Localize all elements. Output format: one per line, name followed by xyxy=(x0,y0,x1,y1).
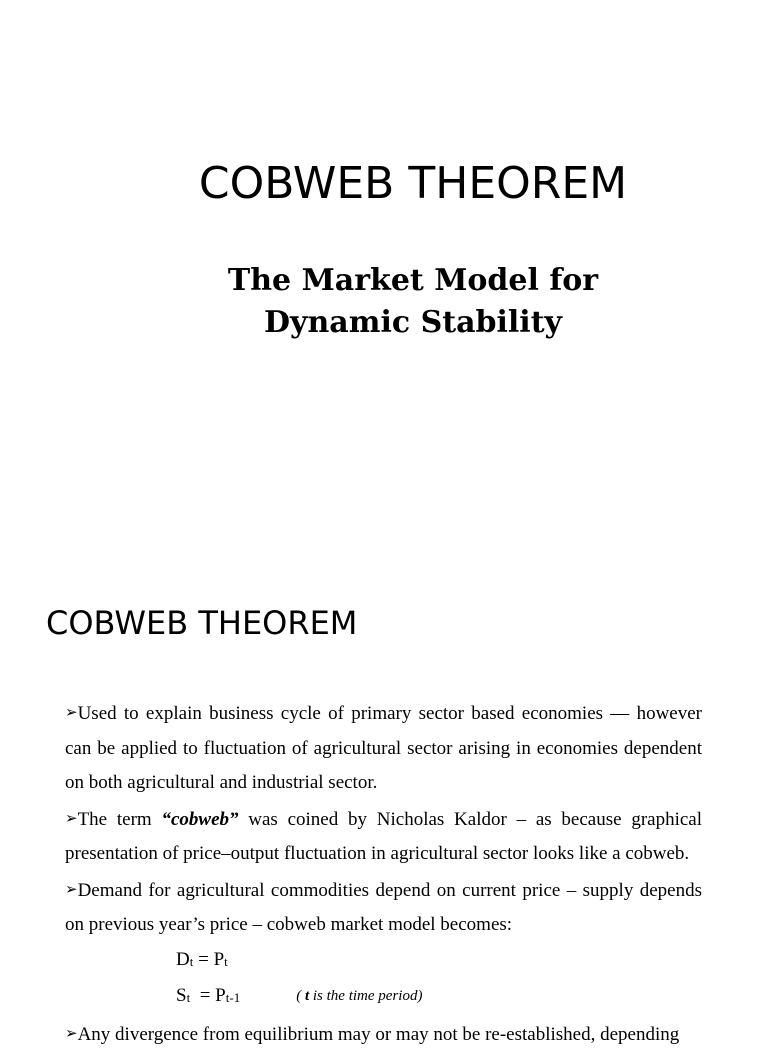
bullet-item-demand-supply xyxy=(65,872,702,943)
supply-equation: St = Pt-1 ( t is the time period) xyxy=(65,979,702,1016)
arrow-bullet-icon: ➢ xyxy=(65,880,78,898)
slide-subtitle: The Market Model for Dynamic Stability xyxy=(150,260,676,344)
slide-body xyxy=(65,695,702,1052)
bullet-item-divergence xyxy=(65,1016,702,1052)
content-slide-title: COBWEB THEOREM xyxy=(46,603,357,643)
arrow-bullet-icon: ➢ xyxy=(65,809,78,827)
cobweb-emphasis: “cobweb” xyxy=(161,809,238,830)
bullet-text: Any divergence from equilibrium may or may not be re-established, depending xyxy=(78,1024,680,1045)
slide-title: COBWEB THEOREM xyxy=(60,158,766,210)
bullet-text: Used to explain business cycle of primary sector based economies — however can be applied to fluctuation of agricultural sector arising in economies dependent on both agricultural and industrial sector. xyxy=(65,703,702,793)
bullet-item-business-cycle xyxy=(65,695,702,801)
demand-equation: Dt = Pt xyxy=(65,943,702,980)
bullet-text-pre: The term xyxy=(78,809,162,830)
arrow-bullet-icon: ➢ xyxy=(65,703,78,721)
arrow-bullet-icon: ➢ xyxy=(65,1024,78,1042)
bullet-item-cobweb-term xyxy=(65,801,702,872)
bullet-text: Demand for agricultural commodities depend on current price – supply depends on previous year’s price – cobweb market model becomes: xyxy=(65,880,702,936)
content-slide xyxy=(0,576,768,1024)
bullet-text-post: was coined by Nicholas Kaldor – as because graphical presentation of price–output fluctuation in agricultural sector looks like a cobweb. xyxy=(65,809,702,865)
time-period-note: ( t is the time period) xyxy=(296,988,422,1004)
